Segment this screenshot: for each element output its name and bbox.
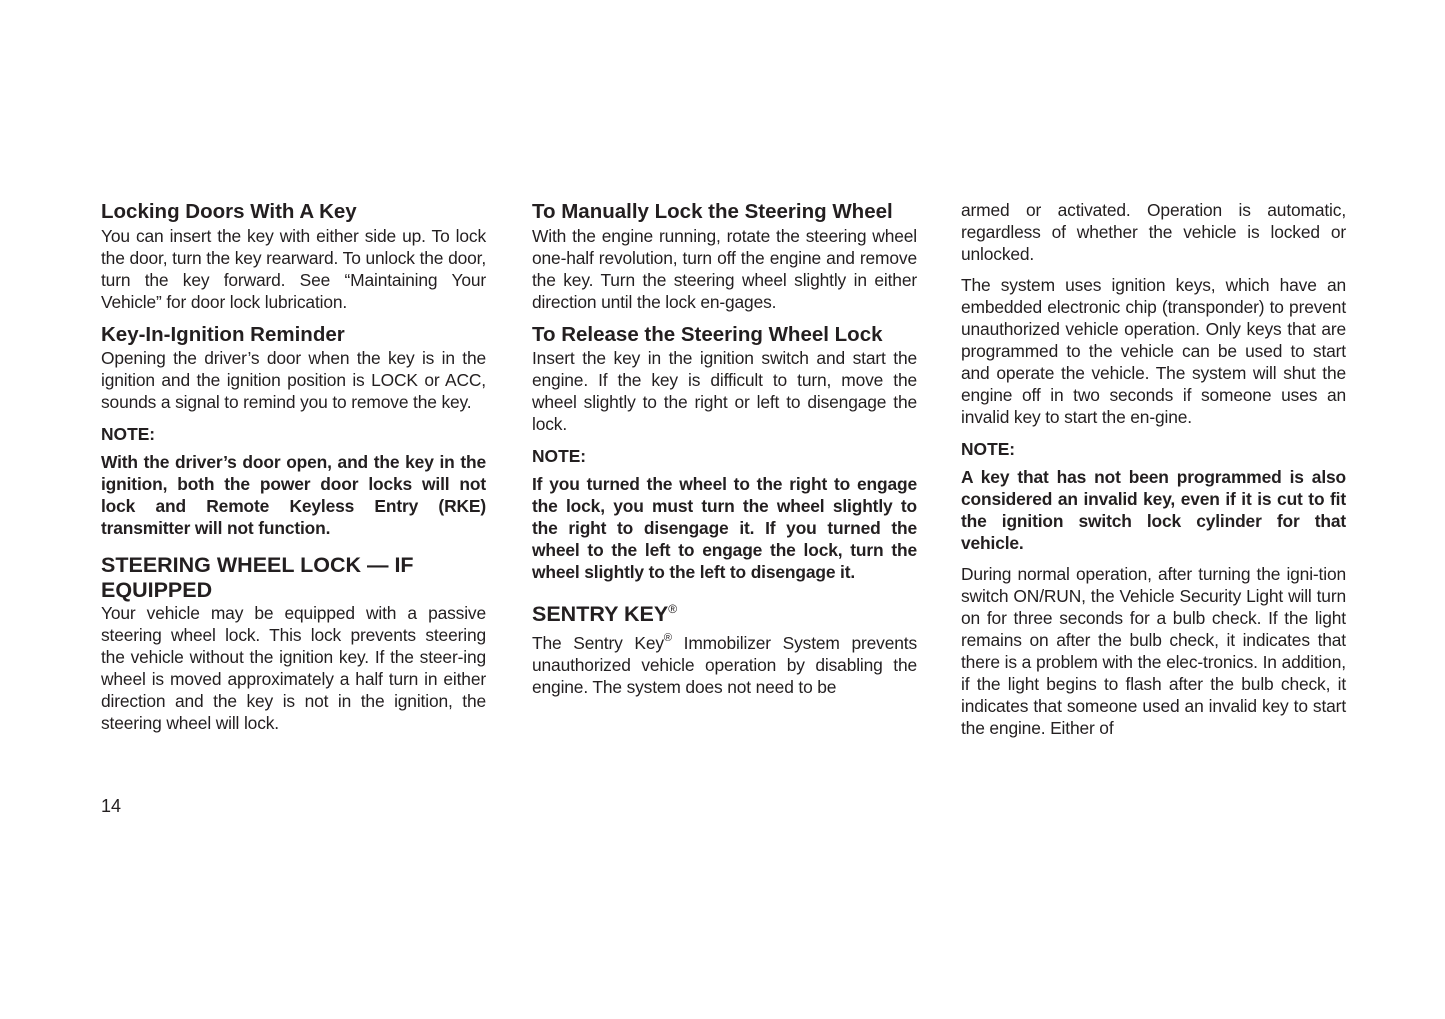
heading-sentry-key-text: SENTRY KEY bbox=[532, 602, 669, 626]
sentry-text-b: Immobilizer System prevents unauthorized vehicle operation by disabling the engine. The system does not need to be bbox=[532, 632, 917, 697]
paragraph-sentry-key bbox=[532, 627, 917, 698]
sentry-text-a: The Sentry Key bbox=[532, 632, 664, 653]
note-label: NOTE: bbox=[101, 424, 156, 444]
column-middle bbox=[532, 198, 917, 698]
paragraph-normal-operation: During normal operation, after turning the igni-tion switch ON/RUN, the Vehicle Security Light will turn on for three seconds for a bulb check. If the light remains on after the bulb check, it indicates that there is a problem with the elec-tronics. In addition, if the light begins to flash after the bulb check, it indicates that someone used an invalid key to start the engine. Either of bbox=[961, 564, 1346, 738]
paragraph-manually-lock: With the engine running, rotate the steering wheel one-half revolution, turn off the engine and remove the key. Turn the steering wheel slightly in either direction until the lock en-gages. bbox=[532, 225, 917, 312]
paragraph-steering-wheel-lock: Your vehicle may be equipped with a passive steering wheel lock. This lock prevents steering the vehicle without the ignition key. If the steer-ing wheel is moved approximately a half turn in either direction and the key is not in the ignition, the steering wheel will lock. bbox=[101, 603, 486, 733]
page-number: 14 bbox=[101, 796, 122, 816]
heading-steering-wheel-lock: STEERING WHEEL LOCK — IF EQUIPPED bbox=[101, 553, 414, 602]
note-text: A key that has not been programmed is also considered an invalid key, even if it is cut to fit the ignition switch lock cylinder for that vehicle. bbox=[961, 467, 1346, 553]
paragraph-locking-doors: You can insert the key with either side up. To lock the door, turn the key rearward. To unlock the door, turn the key forward. See “Maintaining Your Vehicle” for door lock lubrication. bbox=[101, 225, 486, 312]
heading-locking-doors: Locking Doors With A Key bbox=[101, 200, 357, 223]
note-label: NOTE: bbox=[532, 446, 587, 466]
column-right bbox=[961, 198, 1346, 739]
note-text: If you turned the wheel to the right to engage the lock, you must turn the wheel slightly to the right to disengage it. If you turned the wheel to the left to engage the lock, turn the wheel slightly to the left to disengage it. bbox=[532, 474, 917, 582]
column-left bbox=[101, 198, 486, 734]
registered-mark: ® bbox=[668, 602, 678, 616]
heading-release-lock: To Release the Steering Wheel Lock bbox=[532, 322, 883, 346]
note-text: With the driver’s door open, and the key in the ignition, both the power door locks will not lock and Remote Keyless Entry (RKE) transmitter will not function. bbox=[101, 452, 486, 538]
paragraph-release-lock: Insert the key in the ignition switch and start the engine. If the key is difficult to turn, move the wheel slightly to the right or left to disengage the lock. bbox=[532, 348, 917, 434]
heading-sentry-key bbox=[532, 597, 917, 627]
paragraph-armed: armed or activated. Operation is automatic, regardless of whether the vehicle is locked or unlocked. bbox=[961, 200, 1346, 264]
paragraph-ignition-keys: The system uses ignition keys, which have an embedded electronic chip (transponder) to prevent unauthorized vehicle operation. Only keys that are programmed to the vehicle can be used to start and operate the vehicle. The system will shut the engine off in two seconds if someone uses an invalid key to start the en-gine. bbox=[961, 275, 1346, 427]
paragraph-key-in-ignition: Opening the driver’s door when the key is in the ignition and the ignition position is LOCK or ACC, sounds a signal to remind you to remove the key. bbox=[101, 348, 486, 412]
heading-manually-lock: To Manually Lock the Steering Wheel bbox=[532, 200, 893, 223]
note-label: NOTE: bbox=[961, 439, 1016, 459]
heading-key-in-ignition: Key-In-Ignition Reminder bbox=[101, 322, 345, 346]
registered-mark: ® bbox=[663, 631, 672, 644]
